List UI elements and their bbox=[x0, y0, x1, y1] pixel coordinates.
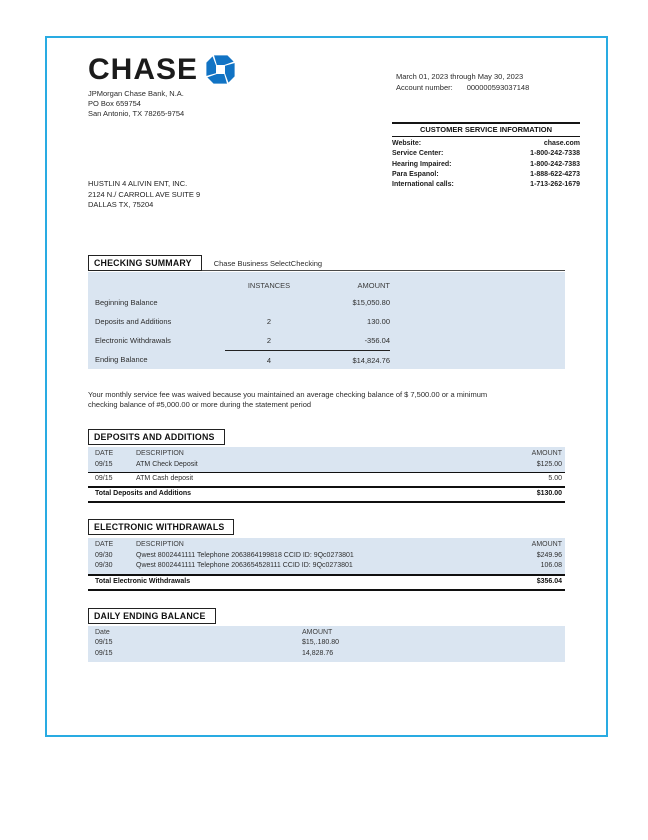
account-number-value: 000000593037148 bbox=[466, 83, 530, 92]
deposits-total-row: Total Deposits and Additions $130.00 bbox=[95, 490, 562, 497]
daily-balance-title: DAILY ENDING BALANCE bbox=[88, 608, 216, 624]
deposits-header-row: DATE DESCRIPTION AMOUNT bbox=[95, 450, 562, 457]
customer-service-rows bbox=[392, 137, 580, 190]
chase-wordmark: CHASE bbox=[88, 52, 199, 86]
daily-balance-table bbox=[88, 626, 565, 662]
withdrawals-total-row: Total Electronic Withdrawals $356.04 bbox=[95, 578, 562, 585]
customer-service-row bbox=[392, 170, 580, 180]
cs-value: 1-800-242-7383 bbox=[530, 160, 580, 168]
withdrawal-row: 09/30 Qwest 8002441111 Telephone 2063864199818 CCID ID: 9Qc0273801 $249.96 bbox=[95, 551, 562, 559]
checking-summary-header bbox=[88, 255, 565, 271]
fee-note-line1: Your monthly service fee was waived because you maintained an average checking balance of $ 7,500.00 or a minimum bbox=[88, 390, 488, 399]
deposits-title: DEPOSITS AND ADDITIONS bbox=[88, 429, 225, 445]
withdrawals-table bbox=[88, 538, 565, 591]
customer-address bbox=[88, 179, 200, 211]
checking-summary-table bbox=[88, 272, 565, 369]
section-bottom-rule bbox=[88, 501, 565, 503]
summary-row-ending-balance: Ending Balance 4 $14,824.76 bbox=[88, 350, 565, 369]
cs-label: Para Espanol: bbox=[392, 170, 439, 178]
chase-logo bbox=[88, 54, 236, 85]
customer-service-box bbox=[392, 122, 580, 190]
daily-balance-header-row: Date AMOUNT bbox=[95, 629, 333, 636]
account-number-label: Account number: bbox=[396, 83, 453, 92]
customer-service-row bbox=[392, 180, 580, 190]
chase-octagon-icon bbox=[205, 54, 236, 85]
fee-waiver-note bbox=[88, 390, 580, 410]
col-instances: INSTANCES bbox=[247, 280, 291, 290]
statement-page bbox=[45, 36, 608, 737]
bank-address bbox=[88, 89, 184, 119]
cs-value: 1-888-622-4273 bbox=[530, 170, 580, 178]
customer-address-line2: DALLAS TX, 75204 bbox=[88, 200, 154, 209]
customer-service-row bbox=[392, 160, 580, 170]
summary-header-row bbox=[88, 277, 565, 293]
customer-name: HUSTLIN 4 ALIVIN ENT, INC. bbox=[88, 179, 188, 188]
deposit-row: 09/15 ATM Cash deposit 5.00 bbox=[95, 475, 562, 482]
summary-row: Deposits and Additions 2 130.00 bbox=[95, 317, 390, 326]
cs-label: Service Center: bbox=[392, 150, 444, 158]
summary-row: Electronic Withdrawals 2 -356.04 bbox=[95, 336, 390, 345]
bank-address-line1: PO Box 659754 bbox=[88, 99, 141, 108]
customer-service-title: CUSTOMER SERVICE INFORMATION bbox=[392, 124, 580, 137]
checking-summary-subtitle: Chase Business SelectChecking bbox=[202, 255, 565, 271]
col-amount: AMOUNT bbox=[357, 280, 390, 290]
withdrawals-header-row: DATE DESCRIPTION AMOUNT bbox=[95, 541, 562, 548]
cs-label: International calls: bbox=[392, 181, 454, 189]
cs-label: Website: bbox=[392, 140, 422, 147]
customer-address-line1: 2124 N./ CARROLL AVE SUITE 9 bbox=[88, 189, 201, 199]
account-number-row bbox=[396, 82, 529, 93]
customer-service-row bbox=[392, 139, 580, 149]
withdrawal-row: 09/30 Qwest 8002441111 Telephone 2063654528111 CCID ID: 9Qc0273801 106.08 bbox=[95, 562, 562, 569]
cs-label: Hearing Impaired: bbox=[392, 160, 452, 168]
daily-balance-row: 09/15 14,828.76 bbox=[95, 649, 334, 657]
statement-header-info bbox=[396, 71, 529, 93]
section-bottom-rule bbox=[88, 589, 565, 591]
deposits-table bbox=[88, 447, 565, 503]
customer-service-row bbox=[392, 149, 580, 159]
bank-name: JPMorgan Chase Bank, N.A. bbox=[88, 89, 184, 98]
deposit-row: 09/15 ATM Check Deposit $125.00 bbox=[95, 460, 562, 468]
cs-value: 1-800-242-7338 bbox=[530, 150, 580, 158]
bank-address-line2: San Antonio, TX 78265-9754 bbox=[88, 109, 185, 118]
checking-summary-title: CHECKING SUMMARY bbox=[88, 255, 202, 271]
statement-period: March 01, 2023 through May 30, 2023 bbox=[396, 72, 524, 81]
fee-note-line2: checking balance of #5,000.00 or more during the statement period bbox=[88, 400, 312, 409]
summary-row: Beginning Balance $15,050.80 bbox=[95, 298, 390, 307]
cs-value: chase.com bbox=[543, 140, 580, 147]
daily-balance-row: 09/15 $15,.180.80 bbox=[95, 639, 339, 647]
withdrawals-title: ELECTRONIC WITHDRAWALS bbox=[88, 519, 234, 535]
cs-value: 1-713-262-1679 bbox=[530, 181, 580, 189]
